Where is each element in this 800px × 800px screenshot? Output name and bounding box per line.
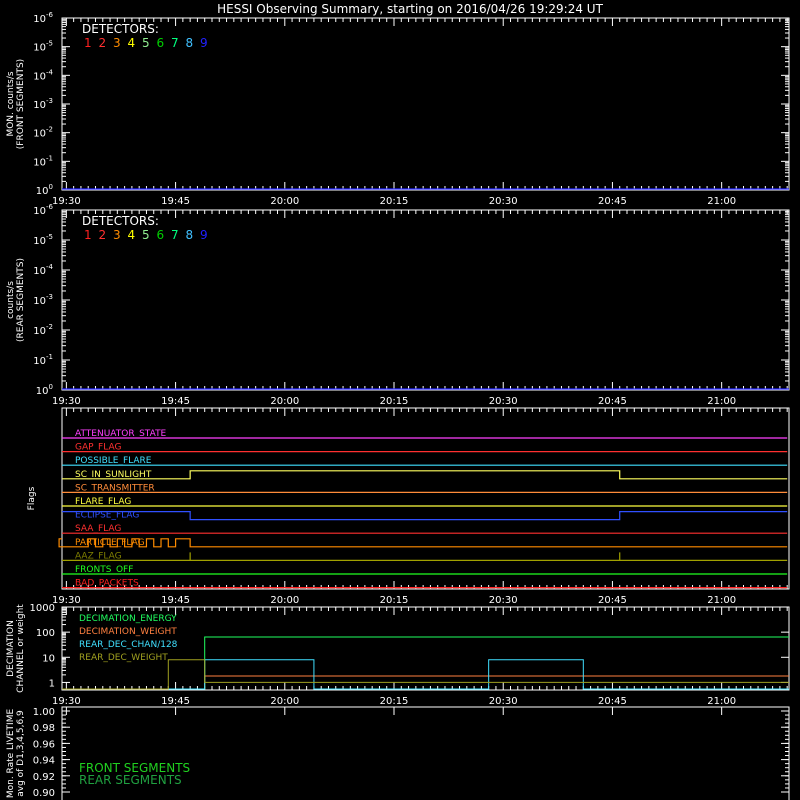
- decimation-ytick-label: 10: [42, 653, 55, 665]
- decimation-ytick-label: 100: [35, 628, 55, 640]
- front-ytick-label: $10^{-2}$: [33, 125, 53, 140]
- flag-line: [62, 552, 787, 560]
- rear-ytick-label: $10^{-1}$: [33, 353, 53, 367]
- rear-ylabel: counts/s: [6, 281, 16, 319]
- flags-ylabel: Flags: [27, 486, 37, 511]
- front-xtick-label: 20:00: [270, 196, 300, 207]
- front-legend-item: 1: [84, 36, 92, 50]
- decimation-legend-item: REAR_DEC_CHAN/128: [79, 640, 178, 650]
- flag-label: GAP_FLAG: [75, 442, 122, 453]
- rear-xtick-label: 20:30: [488, 396, 518, 407]
- livetime-ytick-label: 0.96: [32, 739, 55, 751]
- decimation-xtick-label: 19:30: [51, 696, 81, 707]
- rear-legend-item: 8: [185, 228, 194, 242]
- front-legend-item: 2: [98, 36, 107, 50]
- rear-legend-item: 4: [127, 228, 136, 242]
- flags-xtick-label: 20:00: [270, 595, 300, 606]
- decimation-xtick-label: 20:00: [270, 696, 300, 707]
- front-ytick-label: $10^{-1}$: [33, 154, 53, 169]
- decimation-xtick-label: 19:45: [161, 696, 190, 707]
- livetime-ytick-label: 0.94: [32, 755, 55, 767]
- rear-legend-item: 7: [171, 228, 179, 242]
- rear-ytick-label: $10^{-4}$: [33, 263, 53, 277]
- rear-ylabel: (REAR SEGMENTS): [16, 257, 26, 343]
- figure-title: HESSI Observing Summary, starting on 2016/04/26 19:29:24 UT: [217, 2, 603, 16]
- rear-xtick-label: 20:45: [598, 396, 627, 407]
- decimation-xtick-label: 20:15: [379, 696, 409, 707]
- flags-xtick-label: 20:15: [379, 595, 409, 606]
- front-ytick-label: $10^{-5}$: [33, 39, 53, 54]
- front-xtick-label: 21:00: [707, 196, 737, 207]
- rear-xtick-label: 20:00: [270, 396, 300, 407]
- rear-legend-item: 6: [156, 228, 165, 242]
- front-ylabel: MON. counts/s: [6, 71, 16, 137]
- decimation-ytick-label: 1: [48, 678, 55, 690]
- livetime-ytick-label: 1.00: [32, 707, 55, 718]
- plot-layer: [6, 11, 789, 800]
- rear-ytick-label: $10^{-3}$: [33, 293, 53, 307]
- decimation-series-line: [62, 660, 789, 689]
- flag-label: ATTENUATOR_STATE: [75, 429, 167, 439]
- decimation-xtick-label: 21:00: [707, 696, 737, 707]
- decimation-legend-item: REAR_DEC_WEIGHT: [79, 653, 168, 663]
- flag-label: PARTICLE_FLAG: [75, 537, 145, 548]
- flags-xtick-label: 21:00: [707, 595, 737, 606]
- rear-legend-item: 9: [200, 228, 208, 242]
- livetime-ylabel: avg of D1,3,4,5,6,9: [16, 710, 26, 797]
- front-legend-item: 8: [185, 36, 194, 50]
- flag-label: SC_IN_SUNLIGHT: [75, 469, 152, 480]
- decimation-ytick-label: 1000: [29, 603, 55, 614]
- flags-xtick-label: 20:45: [598, 595, 627, 606]
- front-legend-item: 4: [127, 36, 136, 50]
- rear-xtick-label: 21:00: [707, 396, 737, 407]
- decimation-legend-item: DECIMATION_WEIGHT: [79, 627, 177, 637]
- livetime-legend-item: FRONT SEGMENTS: [79, 761, 191, 775]
- flag-line: [62, 512, 787, 520]
- rear-xtick-label: 19:30: [51, 396, 81, 407]
- flag-line: [59, 539, 787, 547]
- front-legend-item: 3: [113, 36, 121, 50]
- flag-label: POSSIBLE_FLARE: [75, 456, 152, 467]
- decimation-ylabel: CHANNEL or weight: [16, 604, 26, 693]
- livetime-ytick-label: 0.92: [32, 771, 55, 783]
- front-xtick-label: 20:45: [598, 196, 627, 207]
- flag-label: FLARE_FLAG: [75, 497, 132, 507]
- livetime-legend-item: REAR SEGMENTS: [79, 773, 182, 787]
- livetime-ytick-label: 0.98: [32, 723, 55, 735]
- front-ytick-label: $10^{-3}$: [33, 97, 53, 111]
- rear-ytick-label: $10^{-6}$: [33, 203, 53, 217]
- decimation-ylabel: DECIMATION: [6, 620, 16, 677]
- front-legend-item: 9: [200, 36, 208, 50]
- rear-legend-item: 2: [98, 228, 107, 242]
- front-ytick-label: $10^{-4}$: [33, 68, 53, 83]
- front-ylabel: (FRONT SEGMENTS): [16, 58, 26, 150]
- front-xtick-label: 20:15: [379, 196, 409, 207]
- flag-label: SAA_FLAG: [75, 524, 122, 535]
- flag-label: BAD_PACKETS: [75, 578, 139, 589]
- front-legend-item: 5: [142, 36, 150, 50]
- front-legend-item: 6: [156, 36, 165, 50]
- rear-legend-item: 5: [142, 228, 150, 242]
- flags-xtick-label: 20:30: [488, 595, 518, 606]
- decimation-series-line: [62, 660, 789, 689]
- flags-frame: [62, 408, 789, 589]
- front-xtick-label: 19:30: [51, 196, 81, 207]
- flags-xtick-label: 19:45: [161, 595, 190, 606]
- livetime-ylabel: Mon. Rate LIVETIME: [6, 708, 16, 799]
- livetime-ytick-label: 0.90: [32, 788, 55, 799]
- flag-label: FRONTS_OFF: [75, 565, 134, 575]
- rear-ytick-label: $10^0$: [35, 383, 53, 397]
- rear-legend-item: 1: [84, 228, 92, 242]
- flags-xtick-label: 19:30: [51, 595, 81, 606]
- decimation-legend-item: DECIMATION_ENERGY: [79, 614, 177, 624]
- rear-ytick-label: $10^{-5}$: [33, 233, 53, 247]
- front-ytick-label: $10^0$: [35, 183, 53, 197]
- rear-xtick-label: 19:45: [161, 396, 190, 407]
- front-xtick-label: 19:45: [161, 196, 190, 207]
- flag-line: [62, 471, 787, 479]
- flag-label: ECLIPSE_FLAG: [75, 510, 140, 521]
- decimation-xtick-label: 20:30: [488, 696, 518, 707]
- rear-legend-item: 3: [113, 228, 121, 242]
- rear-legend-title: DETECTORS:: [82, 214, 159, 228]
- front-legend-item: 7: [171, 36, 179, 50]
- flag-label: SC_TRANSMITTER: [75, 483, 155, 494]
- front-legend-title: DETECTORS:: [82, 22, 159, 36]
- front-xtick-label: 20:30: [488, 196, 518, 207]
- rear-xtick-label: 20:15: [379, 396, 409, 407]
- decimation-xtick-label: 20:45: [598, 696, 627, 707]
- flag-label: AAZ_FLAG: [75, 551, 122, 562]
- front-ytick-label: $10^{-6}$: [33, 11, 53, 25]
- rear-ytick-label: $10^{-2}$: [33, 323, 53, 337]
